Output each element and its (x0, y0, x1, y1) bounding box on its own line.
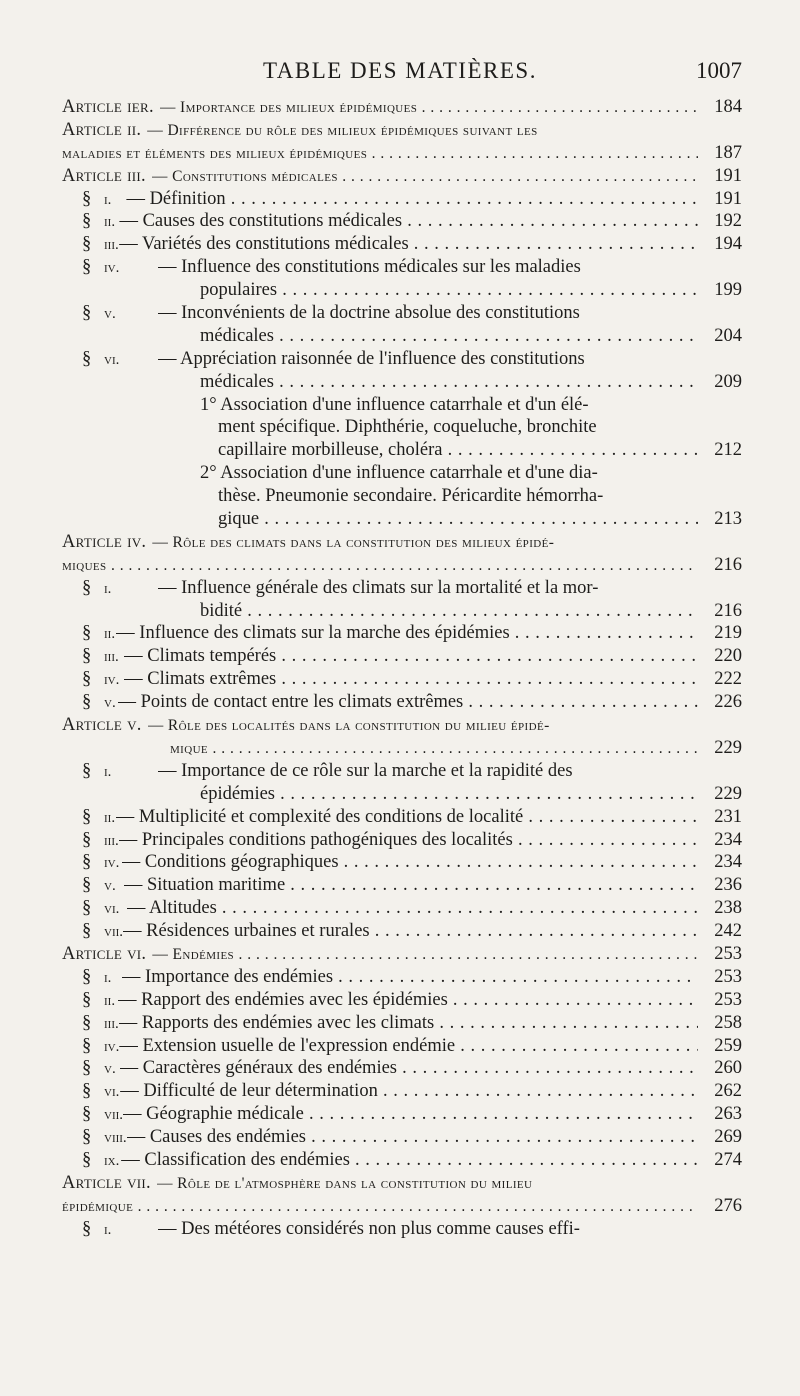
entry-page-number: 194 (714, 234, 742, 255)
section-sign: § (82, 211, 92, 232)
section-marker (80, 622, 116, 646)
section-sign: § (82, 875, 92, 896)
toc-entry (62, 531, 742, 554)
entry-text: — Rapports des endémies avec les climats . . . (119, 1012, 698, 1035)
section-marker (80, 874, 124, 898)
section-marker (80, 989, 118, 1013)
section-sign: § (82, 577, 92, 598)
entry-page-number: 212 (714, 440, 742, 461)
entry-text: — Importance des milieux épidémiques . . . (160, 97, 698, 120)
section-marker (80, 302, 158, 326)
section-number: vi. (104, 901, 120, 918)
entry-page-number: 216 (714, 600, 742, 621)
entry-text: médicales . . . (200, 325, 698, 348)
entry-page-number: 234 (714, 829, 742, 850)
entry-text: — Rapport des endémies avec les épidémies . . . (118, 989, 698, 1012)
section-sign: § (82, 921, 92, 942)
section-sign: § (82, 669, 92, 690)
toc-entry (62, 165, 742, 188)
entry-text: — Importance des endémies . . . (122, 966, 698, 989)
entry-page-number: 220 (714, 646, 742, 667)
entry-text: — Rôle de l'atmosphère dans la constitution du milieu (156, 1174, 533, 1192)
entry-page-number: 253 (714, 943, 742, 964)
section-number: i. (104, 1221, 112, 1238)
section-number: vii. (104, 1107, 124, 1124)
entry-page-number: 238 (714, 898, 742, 919)
section-marker (80, 829, 119, 853)
toc-entry (62, 668, 742, 691)
toc-entry (62, 920, 742, 943)
toc-entry (62, 1126, 742, 1149)
section-marker (80, 348, 158, 372)
entry-text: populaires . . . (200, 279, 698, 302)
entry-page-number: 229 (714, 737, 742, 758)
section-sign: § (82, 303, 92, 324)
section-number: iv. (104, 260, 120, 277)
section-marker (80, 806, 116, 830)
entry-text: mique . . . (170, 738, 698, 761)
article-label: Article iv. (62, 531, 147, 552)
section-marker (80, 1035, 119, 1059)
entry-page-number: 262 (714, 1081, 742, 1102)
section-sign: § (82, 1081, 92, 1102)
toc-entry (62, 1103, 742, 1126)
entry-text: — Classification des endémies . . . (121, 1149, 698, 1172)
section-marker (80, 920, 123, 944)
section-marker (80, 1218, 158, 1242)
toc-entry (62, 645, 742, 668)
toc-entry (62, 348, 742, 371)
entry-page-number: 258 (714, 1012, 742, 1033)
entry-text: — Des météores considérés non plus comme causes effi- (158, 1218, 580, 1239)
toc-entry (62, 325, 742, 348)
entry-page-number: 199 (714, 280, 742, 301)
section-marker (80, 1126, 127, 1150)
entry-text: — Influence générale des climats sur la mortalité et la mor- (158, 577, 599, 598)
entry-page-number: 222 (714, 669, 742, 690)
toc-entry (62, 806, 742, 829)
entry-text: ment spécifique. Diphthérie, coqueluche, bronchite (218, 417, 597, 438)
section-sign: § (82, 1218, 92, 1239)
entry-page-number: 216 (714, 554, 742, 575)
section-number: ii. (104, 809, 116, 826)
entry-text: — Conditions géographiques . . . (122, 851, 698, 874)
section-sign: § (82, 1035, 92, 1056)
entry-page-number: 263 (714, 1104, 742, 1125)
section-sign: § (82, 188, 92, 209)
entry-text: — Altitudes . . . (127, 897, 698, 920)
toc-entry (62, 371, 742, 394)
article-label: Article v. (62, 715, 142, 736)
section-number: vii. (104, 924, 124, 941)
toc-entry (62, 760, 742, 783)
entry-text: — Climats tempérés . . . (124, 645, 698, 668)
section-marker (80, 1080, 120, 1104)
entry-page-number: 229 (714, 783, 742, 804)
section-sign: § (82, 806, 92, 827)
toc-entry (62, 508, 742, 531)
entry-text: — Climats extrêmes . . . (124, 668, 698, 691)
toc-entry (62, 1195, 742, 1218)
entry-text: — Causes des constitutions médicales . . . (119, 210, 698, 233)
toc-entry (62, 622, 742, 645)
section-sign: § (82, 1127, 92, 1148)
article-label: Article vi. (62, 943, 147, 964)
entry-text: — Inconvénients de la doctrine absolue des constitutions (158, 303, 580, 324)
section-sign: § (82, 348, 92, 369)
entry-text: — Appréciation raisonnée de l'influence des constitutions (158, 348, 585, 369)
section-marker (80, 1149, 121, 1173)
entry-text: — Constitutions médicales . . . (152, 166, 698, 189)
entry-text: bidité . . . (200, 600, 698, 623)
section-marker (80, 966, 122, 990)
toc-entry (62, 142, 742, 165)
article-label: Article vii. (62, 1172, 151, 1193)
toc-entry (62, 783, 742, 806)
toc-entry (62, 462, 742, 485)
section-number: viii. (104, 1130, 127, 1147)
entry-page-number: 219 (714, 623, 742, 644)
toc-entry (62, 943, 742, 966)
section-number: i. (104, 580, 112, 597)
entry-text: — Situation maritime . . . (124, 874, 698, 897)
entry-page-number: 213 (714, 509, 742, 530)
entry-text: — Endémies . . . (152, 944, 698, 967)
toc-entry (62, 1057, 742, 1080)
section-marker (80, 233, 119, 257)
section-sign: § (82, 1149, 92, 1170)
section-sign: § (82, 623, 92, 644)
entry-page-number: 276 (714, 1195, 742, 1216)
section-number: vi. (104, 1084, 120, 1101)
entry-page-number: 191 (714, 188, 742, 209)
entry-page-number: 259 (714, 1035, 742, 1056)
entry-text: — Influence des constitutions médicales sur les maladies (158, 257, 581, 278)
entry-text: — Extension usuelle de l'expression endémie . . . (119, 1035, 698, 1058)
running-title: TABLE DES MATIÈRES. (263, 58, 537, 83)
entry-text: capillaire morbilleuse, choléra . . . (218, 439, 698, 462)
entry-page-number: 260 (714, 1058, 742, 1079)
section-sign: § (82, 989, 92, 1010)
entry-page-number: 209 (714, 371, 742, 392)
toc-entry (62, 256, 742, 279)
section-sign: § (82, 852, 92, 873)
section-marker (80, 1012, 119, 1036)
toc-entry (62, 554, 742, 577)
section-marker (80, 851, 122, 875)
entry-page-number: 226 (714, 692, 742, 713)
toc-entry (62, 989, 742, 1012)
entry-page-number: 236 (714, 875, 742, 896)
entry-text: — Rôle des climats dans la constitution des milieux épidé- (152, 533, 555, 551)
entry-text: épidémies . . . (200, 783, 698, 806)
entry-text: gique . . . (218, 508, 698, 531)
article-label: Article ii. (62, 119, 142, 140)
section-marker (80, 188, 126, 212)
toc-entry (62, 1080, 742, 1103)
section-number: v. (104, 1061, 116, 1078)
toc-entry (62, 233, 742, 256)
entry-text: — Points de contact entre les climats extrêmes . . . (118, 691, 698, 714)
toc-entry (62, 302, 742, 325)
section-sign: § (82, 760, 92, 781)
entry-text: — Caractères généraux des endémies . . . (120, 1057, 698, 1080)
section-marker (80, 897, 127, 921)
section-number: v. (104, 306, 116, 323)
section-sign: § (82, 829, 92, 850)
toc-entry (62, 439, 742, 462)
article-label: Article iii. (62, 165, 146, 186)
entry-text: — Multiplicité et complexité des conditions de localité . . . (116, 806, 698, 829)
running-header (0, 52, 800, 86)
section-sign: § (82, 898, 92, 919)
section-marker (80, 691, 118, 715)
entry-page-number: 231 (714, 806, 742, 827)
section-number: ix. (104, 1152, 120, 1169)
section-number: v. (104, 878, 116, 895)
entry-page-number: 191 (714, 165, 742, 186)
entry-page-number: 234 (714, 852, 742, 873)
toc-entry (62, 394, 742, 417)
section-marker (80, 668, 124, 692)
section-marker (80, 1057, 120, 1081)
entry-text: épidémique . . . (62, 1196, 698, 1219)
section-marker (80, 577, 158, 601)
table-of-contents (62, 96, 742, 1241)
section-number: iii. (104, 832, 119, 849)
entry-text: 2° Association d'une influence catarrhale et d'une dia- (200, 463, 598, 484)
toc-entry (62, 96, 742, 119)
entry-text: — Différence du rôle des milieux épidémiques suivant les (147, 121, 538, 139)
toc-entry (62, 279, 742, 302)
section-marker (80, 1103, 123, 1127)
toc-entry (62, 1149, 742, 1172)
section-sign: § (82, 692, 92, 713)
toc-entry (62, 737, 742, 760)
section-marker (80, 645, 124, 669)
section-marker (80, 256, 158, 280)
toc-entry (62, 1172, 742, 1195)
toc-entry (62, 829, 742, 852)
entry-text: — Définition . . . (126, 188, 698, 211)
section-sign: § (82, 1012, 92, 1033)
entry-text: — Principales conditions pathogéniques des localités . . . (119, 829, 698, 852)
section-marker (80, 210, 119, 234)
toc-entry (62, 485, 742, 508)
section-number: iv. (104, 1038, 120, 1055)
toc-entry (62, 691, 742, 714)
entry-text: — Influence des climats sur la marche des épidémies . . . (116, 622, 698, 645)
entry-text: — Causes des endémies . . . (127, 1126, 698, 1149)
entry-text: miques . . . (62, 555, 698, 578)
entry-text: — Résidences urbaines et rurales . . . (123, 920, 698, 943)
toc-entry (62, 897, 742, 920)
section-number: ii. (104, 626, 116, 643)
article-label: Article ier. (62, 97, 154, 117)
section-number: iv. (104, 672, 120, 689)
entry-page-number: 187 (714, 142, 742, 163)
toc-entry (62, 714, 742, 737)
section-sign: § (82, 646, 92, 667)
toc-entry (62, 1035, 742, 1058)
toc-entry (62, 600, 742, 623)
section-number: iii. (104, 237, 119, 254)
entry-text: — Variétés des constitutions médicales . . . (119, 233, 698, 256)
toc-entry (62, 119, 742, 142)
toc-entry (62, 874, 742, 897)
section-marker (80, 760, 158, 784)
section-number: i. (104, 191, 112, 208)
entry-text: — Géographie médicale . . . (123, 1103, 698, 1126)
section-number: ii. (104, 992, 116, 1009)
entry-text: — Importance de ce rôle sur la marche et la rapidité des (158, 760, 573, 781)
entry-page-number: 253 (714, 989, 742, 1010)
section-number: iii. (104, 1015, 119, 1032)
section-sign: § (82, 1058, 92, 1079)
section-number: i. (104, 763, 112, 780)
section-number: iii. (104, 649, 119, 666)
toc-entry (62, 851, 742, 874)
toc-entry (62, 210, 742, 233)
entry-text: maladies et éléments des milieux épidémiques . . . (62, 143, 698, 166)
entry-page-number: 204 (714, 325, 742, 346)
entry-text: 1° Association d'une influence catarrhale et d'un élé- (200, 394, 589, 415)
section-number: iv. (104, 855, 120, 872)
entry-page-number: 184 (714, 97, 742, 117)
entry-page-number: 253 (714, 966, 742, 987)
section-sign: § (82, 234, 92, 255)
section-number: ii. (104, 214, 116, 231)
entry-page-number: 242 (714, 921, 742, 942)
entry-page-number: 274 (714, 1149, 742, 1170)
section-number: vi. (104, 351, 120, 368)
entry-page-number: 192 (714, 211, 742, 232)
section-number: i. (104, 969, 112, 986)
entry-text: thèse. Pneumonie secondaire. Péricardite hémorrha- (218, 486, 604, 507)
toc-entry (62, 416, 742, 439)
toc-entry (62, 188, 742, 211)
section-sign: § (82, 966, 92, 987)
entry-text: — Rôle des localités dans la constitution du milieu épidé- (147, 717, 550, 735)
toc-entry (62, 966, 742, 989)
toc-entry (62, 1012, 742, 1035)
page-number: 1007 (696, 58, 742, 83)
section-number: v. (104, 695, 116, 712)
toc-entry (62, 1218, 742, 1241)
entry-text: — Difficulté de leur détermination . . . (120, 1080, 698, 1103)
section-sign: § (82, 1104, 92, 1125)
toc-entry (62, 577, 742, 600)
section-sign: § (82, 257, 92, 278)
entry-page-number: 269 (714, 1127, 742, 1148)
entry-text: médicales . . . (200, 371, 698, 394)
